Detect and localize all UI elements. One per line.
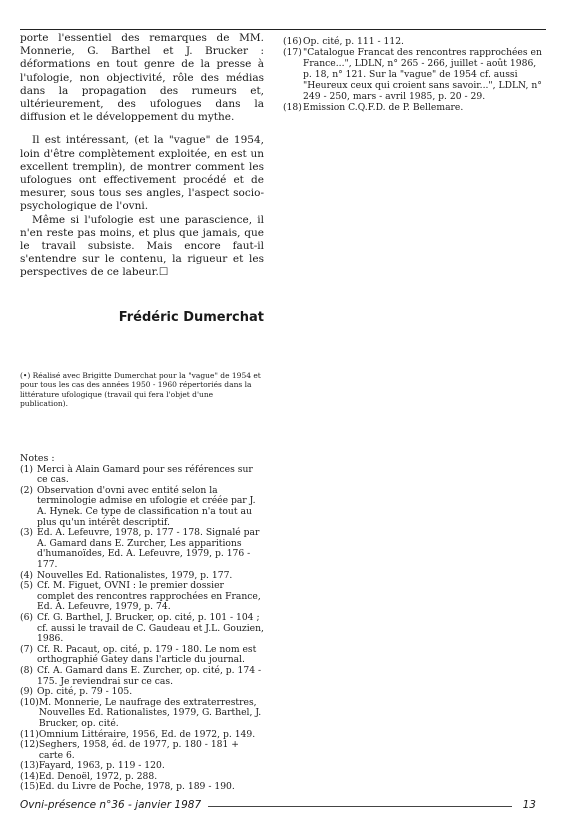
- note-item: (4) Nouvelles Ed. Rationalistes, 1979, p. 177.: [20, 569, 233, 581]
- note-item: (13) Fayard, 1963, p. 119 - 120.: [20, 760, 165, 772]
- note-item: (12) Seghers, 1958, éd. de 1977, p. 180 - 181 + carte 6.: [20, 739, 239, 761]
- note-item: (1) Merci à Alain Gamard pour ses références sur ce cas.: [20, 463, 253, 486]
- note-item: (17) "Catalogue Francat des rencontres rapprochées en France...", LDLN, n° 265 - 266, juillet - août 1986, p. 18, n° 121. Sur la "vague" de 1954 cf. aussi "Heureux ceux qui croient sans savoir...", LDLN, n° 249 - 250, mars - avril 1985, p. 20 - 29.: [283, 47, 542, 102]
- note-item: (11) Omnium Littéraire, 1956, Ed. de 1972, p. 149.: [20, 728, 256, 740]
- note-item: (6) Cf. G. Barthel, J. Brucker, op. cité, p. 101 - 104 ; cf. aussi le travail de C. Gaudeau et J.L. Gouzien, 1986.: [20, 611, 264, 645]
- note-item: (16) Op. cité, p. 111 - 112.: [283, 36, 404, 47]
- top-rule: [20, 29, 546, 30]
- notes-title: Notes :: [20, 452, 55, 464]
- note-item: (2) Observation d'ovni avec entité selon la terminologie admise en ufologie et créée par J. A. Hynek. Ce type de classification n'a tout au plus qu'un intérêt descriptif.: [20, 484, 256, 528]
- note-item: (18) Emission C.Q.F.D. de P. Bellemare.: [283, 102, 464, 113]
- note-item: (9) Op. cité, p. 79 - 105.: [20, 686, 133, 698]
- left-column: [20, 32, 264, 793]
- body-paragraph-2: Il est intéressant, (et la "vague" de 1954, loin d'être complètement exploitée, en est un excellent tremplin), de montrer comment les ufologues ont effectivement procédé et de mesurer, sous tous ses angles, l'aspect socio-psychologique de l'ovni.: [20, 134, 264, 213]
- note-item: (14) Ed. Denoël, 1972, p. 288.: [20, 770, 158, 782]
- body-paragraph-3: Même si l'ufologie est une parascience, il n'en reste pas moins, et plus que jamais, que le travail subsiste. Mais encore faut-il s'entendre sur le contenu, la rigueur et les perspectives de ce labeur.☐: [20, 213, 264, 279]
- note-item: (5) Cf. M. Figuet, OVNI : le premier dossier complet des rencontres rapprochées en France, Ed. A. Lefeuvre, 1979, p. 74.: [20, 580, 261, 613]
- page-footer: [20, 799, 546, 815]
- footnote: (•) Réalisé avec Brigitte Dumerchat pour la "vague" de 1954 et pour tous les cas des années 1950 - 1960 répertoriés dans la littérature ufologique (travail qui fera l'objet d'une publication).: [20, 370, 261, 409]
- notes-list-left: [20, 465, 264, 793]
- note-item: (3) Ed. A. Lefeuvre, 1978, p. 177 - 178. Signalé par A. Gamard dans E. Zurcher, Les apparitions d'humanoïdes, Ed. A. Lefeuvre, 1979, p. 176 - 177.: [20, 527, 260, 570]
- author-signature: Frédéric Dumerchat: [118, 309, 264, 325]
- note-item: (10) M. Monnerie, Le naufrage des extraterrestres, Nouvelles Ed. Rationalistes, 1979, G. Barthel, J. Brucker, op. cité.: [20, 696, 262, 729]
- note-item: (8) Cf. A. Gamard dans E. Zurcher, op. cité, p. 174 - 175. Je reviendrai sur ce cas.: [20, 664, 262, 687]
- page-number: 13: [522, 799, 536, 811]
- right-column: [283, 36, 545, 113]
- body-paragraph-1: porte l'essentiel des remarques de MM. Monnerie, G. Barthel et J. Brucker : déformations en tout genre de la presse à l'ufologie, non objectivité, rôle des médias dans la propagation des rumeurs et, ultérieurement, des ufologues dans la diffusion et le développement du mythe.: [20, 32, 264, 124]
- publication-title: Ovni-présence n°36 - janvier 1987: [20, 799, 202, 811]
- footer-rule: [208, 806, 512, 807]
- note-item: (7) Cf. R. Pacaut, op. cité, p. 179 - 180. Le nom est orthographié Gatey dans l'article du journal.: [20, 643, 257, 666]
- note-item: (15) Ed. du Livre de Poche, 1978, p. 189 - 190.: [20, 781, 235, 793]
